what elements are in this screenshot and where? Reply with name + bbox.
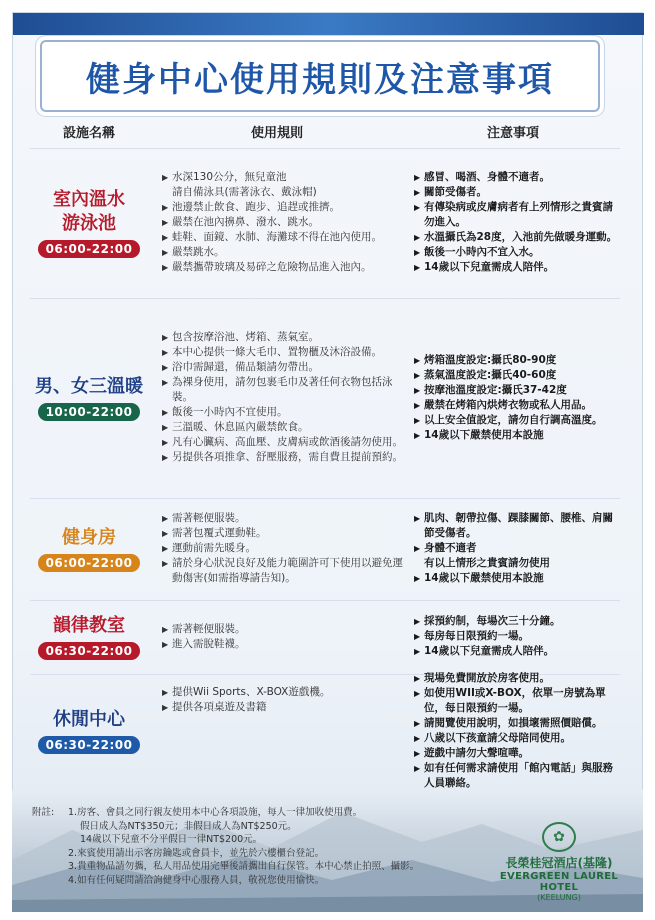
note-item: ▶ 按摩池溫度設定:攝氏37-42度 <box>414 383 567 396</box>
rule-item: ▶ 嚴禁跳水。 <box>162 246 225 258</box>
triangle-bullet-icon: ▶ <box>162 333 169 342</box>
rule-item: ▶ 水深130公分，無兒童池 <box>162 171 287 183</box>
rule-item: ▶ 池邊禁止飲食、跑步、追趕或推擠。 <box>162 201 340 213</box>
rule-item: ▶ 凡有心臟病、高血壓、皮膚病或飲酒後請勿使用。 <box>162 436 403 448</box>
triangle-bullet-icon: ▶ <box>414 647 421 656</box>
note-item: ▶ 採預約制，每場次三十分鐘。 <box>414 615 561 627</box>
logo-english-name: EVERGREEN LAUREL HOTEL <box>499 871 619 893</box>
header-notes: 注意事項 <box>486 125 539 141</box>
note-item: ▶ 遊戲中請勿大聲喧嘩。 <box>414 746 529 759</box>
rule-item: ▶ 本中心提供一條大毛巾、置物櫃及沐浴設備。 <box>162 346 382 358</box>
rules-cell <box>148 149 406 296</box>
note-item: ▶ 14歲以下嚴禁使用本設施 <box>414 428 544 441</box>
triangle-bullet-icon: ▶ <box>414 188 421 197</box>
triangle-bullet-icon: ▶ <box>414 400 421 410</box>
footer-notes <box>32 806 472 887</box>
triangle-bullet-icon: ▶ <box>162 363 169 372</box>
triangle-bullet-icon: ▶ <box>162 378 169 387</box>
triangle-bullet-icon: ▶ <box>162 233 169 242</box>
notes-cell <box>406 499 620 598</box>
triangle-bullet-icon: ▶ <box>414 173 421 182</box>
note-item: ▶ 水溫攝氏為28度，入池前先做暖身運動。 <box>414 231 618 243</box>
rules-cell <box>148 601 406 672</box>
section-sauna <box>30 298 620 496</box>
logo-city: (KEELUNG) <box>537 893 581 902</box>
footer-line: 14歲以下兒童不分平假日一律NT$200元。 <box>80 834 263 845</box>
triangle-bullet-icon: ▶ <box>414 718 421 728</box>
facility-name: 健身房 <box>62 526 116 548</box>
triangle-bullet-icon: ▶ <box>162 514 169 523</box>
rule-item: ▶ 需著輕便服裝。 <box>162 622 246 635</box>
facility-cell <box>30 601 148 672</box>
footer-line: 1.房客、會員之同行親友使用本中心各項設施，每人一律加收使用費。 <box>68 807 363 818</box>
note-item: ▶ 如使用WII或X-BOX，依單一房號為單位，每日限預約一場。 <box>414 686 606 714</box>
note-item: ▶ 八歲以下孩童請父母陪同使用。 <box>414 731 571 744</box>
notes-cell <box>406 671 620 789</box>
hours-badge: 10:00-22:00 <box>38 403 141 421</box>
note-item: ▶ 每房每日限預約一場。 <box>414 630 529 642</box>
note-item: ▶ 烤箱溫度設定:攝氏80-90度 <box>414 353 557 366</box>
rule-item: ▶ 包含按摩浴池、烤箱、蒸氣室。 <box>162 331 319 343</box>
rule-item: ▶ 浴巾需歸還，備品類請勿帶出。 <box>162 361 319 373</box>
triangle-bullet-icon: ▶ <box>162 423 169 432</box>
hours-badge: 06:00-22:00 <box>38 554 141 572</box>
rule-item: ▶ 嚴禁攜帶玻璃及易碎之危險物品進入池內。 <box>162 261 372 273</box>
facility-name-line: 室內溫水 <box>53 188 125 210</box>
rule-item: ▶ 為裸身使用，請勿包裹毛巾及著任何衣物包括泳裝。 <box>162 376 393 403</box>
notes-cell <box>406 299 620 496</box>
triangle-bullet-icon: ▶ <box>414 733 421 743</box>
footer-line: 假日成人為NT$350元；非假日成人為NT$250元。 <box>80 820 297 832</box>
note-item: ▶ 蒸氣溫度設定:攝氏40-60度 <box>414 368 557 381</box>
note-item: ▶ 感冒、喝酒、身體不適者。 <box>414 171 550 183</box>
section-studio <box>30 600 620 672</box>
rule-item: 請自備泳具(需著泳衣、戴泳帽) <box>172 186 317 198</box>
rule-item: ▶ 飯後一小時內不宜使用。 <box>162 406 288 418</box>
section-gym <box>30 498 620 598</box>
rules-cell <box>148 499 406 598</box>
facility-cell <box>30 299 148 496</box>
footer <box>12 790 643 912</box>
rule-item: ▶ 需著輕便服裝。 <box>162 512 246 524</box>
triangle-bullet-icon: ▶ <box>162 408 169 417</box>
triangle-bullet-icon: ▶ <box>162 173 169 182</box>
triangle-bullet-icon: ▶ <box>414 415 421 425</box>
rule-item: ▶ 進入需脫鞋襪。 <box>162 637 246 650</box>
triangle-bullet-icon: ▶ <box>162 624 169 634</box>
logo-chinese-name: 長榮桂冠酒店(基隆) <box>505 856 613 870</box>
header-rules: 使用規則 <box>250 125 303 141</box>
rules-cell <box>148 675 406 786</box>
triangle-bullet-icon: ▶ <box>414 763 421 773</box>
footer-line: 4.如有任何疑問請洽詢健身中心服務人員，敬祝您使用愉快。 <box>68 874 325 886</box>
triangle-bullet-icon: ▶ <box>162 218 169 227</box>
note-item: ▶ 14歲以下兒童需成人陪伴。 <box>414 261 555 273</box>
triangle-bullet-icon: ▶ <box>414 544 421 553</box>
triangle-bullet-icon: ▶ <box>414 430 421 440</box>
facility-name: 男、女三溫暖 <box>35 375 143 397</box>
facility-name-line: 游泳池 <box>62 212 116 234</box>
triangle-bullet-icon: ▶ <box>162 263 169 272</box>
footer-body <box>32 806 472 887</box>
triangle-bullet-icon: ▶ <box>162 688 169 697</box>
facility-cell <box>30 675 148 786</box>
triangle-bullet-icon: ▶ <box>414 748 421 758</box>
hours-badge: 06:00-22:00 <box>38 240 141 258</box>
note-item: ▶ 以上安全值設定，請勿自行調高溫度。 <box>414 413 603 426</box>
triangle-bullet-icon: ▶ <box>162 703 169 712</box>
note-item: ▶ 現場免費開放於房客使用。 <box>414 671 550 684</box>
note-item: ▶ 身體不適者 <box>414 542 477 554</box>
triangle-bullet-icon: ▶ <box>162 438 169 447</box>
hotel-emblem-icon: ✿ <box>542 822 576 852</box>
rule-item: ▶ 提供各項桌遊及書籍 <box>162 701 267 713</box>
triangle-bullet-icon: ▶ <box>162 453 169 462</box>
header-facility: 設施名稱 <box>62 125 115 141</box>
hours-badge: 06:30-22:00 <box>38 642 141 660</box>
triangle-bullet-icon: ▶ <box>162 639 169 649</box>
facility-cell <box>30 149 148 296</box>
triangle-bullet-icon: ▶ <box>162 544 169 553</box>
rule-item: ▶ 需著包覆式運動鞋。 <box>162 527 267 539</box>
triangle-bullet-icon: ▶ <box>414 248 421 257</box>
footer-line: 3.貴重物品請勿攜，私人用品使用完畢後請攜出自行保管。本中心禁止拍照、攝影。 <box>68 861 420 872</box>
triangle-bullet-icon: ▶ <box>414 673 421 683</box>
triangle-bullet-icon: ▶ <box>414 370 421 380</box>
triangle-bullet-icon: ▶ <box>414 574 421 583</box>
section-pool <box>30 148 620 296</box>
facility-name <box>53 188 125 236</box>
section-lounge <box>30 671 620 789</box>
rule-item: ▶ 運動前需先暖身。 <box>162 542 256 554</box>
triangle-bullet-icon: ▶ <box>162 248 169 257</box>
triangle-bullet-icon: ▶ <box>414 514 421 523</box>
facility-name: 休閒中心 <box>53 708 125 730</box>
rule-item: ▶ 三溫暖、休息區內嚴禁飲食。 <box>162 421 309 433</box>
triangle-bullet-icon: ▶ <box>414 203 421 212</box>
facility-cell <box>30 499 148 598</box>
note-item: ▶ 飯後一小時內不宜入水。 <box>414 246 540 258</box>
note-item: ▶ 請閱覽使用說明，如損壞需照價賠償。 <box>414 716 603 729</box>
triangle-bullet-icon: ▶ <box>414 617 421 626</box>
rule-item: ▶ 嚴禁在池內擤鼻、潑水、跳水。 <box>162 216 319 228</box>
notes-cell <box>406 149 620 296</box>
triangle-bullet-icon: ▶ <box>162 529 169 538</box>
rule-item: ▶ 另提供各項推拿、舒壓服務，需自費且提前預約。 <box>162 451 403 463</box>
hotel-logo <box>484 822 634 902</box>
triangle-bullet-icon: ▶ <box>414 355 421 365</box>
triangle-bullet-icon: ▶ <box>162 559 169 568</box>
table-header <box>30 118 620 144</box>
hours-badge: 06:30-22:00 <box>38 736 141 754</box>
note-item: ▶ 肌肉、韌帶拉傷、踝膝關節、腰椎、肩關節受傷者。 <box>414 512 613 539</box>
triangle-bullet-icon: ▶ <box>414 688 421 698</box>
rule-item: ▶ 提供Wii Sports、X-BOX遊戲機。 <box>162 686 331 698</box>
facility-name: 韻律教室 <box>53 614 125 636</box>
title-box <box>40 40 600 112</box>
note-item: ▶ 14歲以下兒童需成人陪伴。 <box>414 645 555 657</box>
page-title: 健身中心使用規則及注意事項 <box>86 59 554 100</box>
note-item: ▶ 嚴禁在烤箱內烘烤衣物或私人用品。 <box>414 398 592 411</box>
triangle-bullet-icon: ▶ <box>414 263 421 272</box>
triangle-bullet-icon: ▶ <box>162 348 169 357</box>
note-item: ▶ 如有任何需求請使用「館內電話」與服務人員聯絡。 <box>414 761 613 789</box>
footer-line: 2.來賓使用請出示客房鑰匙或會員卡，並先於六樓櫃台登記。 <box>68 847 325 859</box>
rule-item: ▶ 蛙鞋、面鏡、水肺、海灘球不得在池內使用。 <box>162 231 382 243</box>
top-banner <box>13 13 644 35</box>
footer-label: 附註: <box>32 807 55 818</box>
rule-item: ▶ 請於身心狀況良好及能力範圍許可下使用以避免運動傷害(如需指導請告知)。 <box>162 557 403 584</box>
note-item: ▶ 關節受傷者。 <box>414 186 487 198</box>
triangle-bullet-icon: ▶ <box>414 385 421 395</box>
note-item: ▶ 有傳染病或皮膚病者有上列情形之貴賓請勿進入。 <box>414 201 613 228</box>
triangle-bullet-icon: ▶ <box>414 632 421 641</box>
triangle-bullet-icon: ▶ <box>162 203 169 212</box>
note-item: 有以上情形之貴賓請勿使用 <box>424 557 550 569</box>
rules-cell <box>148 299 406 496</box>
notes-cell <box>406 601 620 672</box>
note-item: ▶ 14歲以下嚴禁使用本設施 <box>414 572 544 584</box>
triangle-bullet-icon: ▶ <box>414 233 421 242</box>
